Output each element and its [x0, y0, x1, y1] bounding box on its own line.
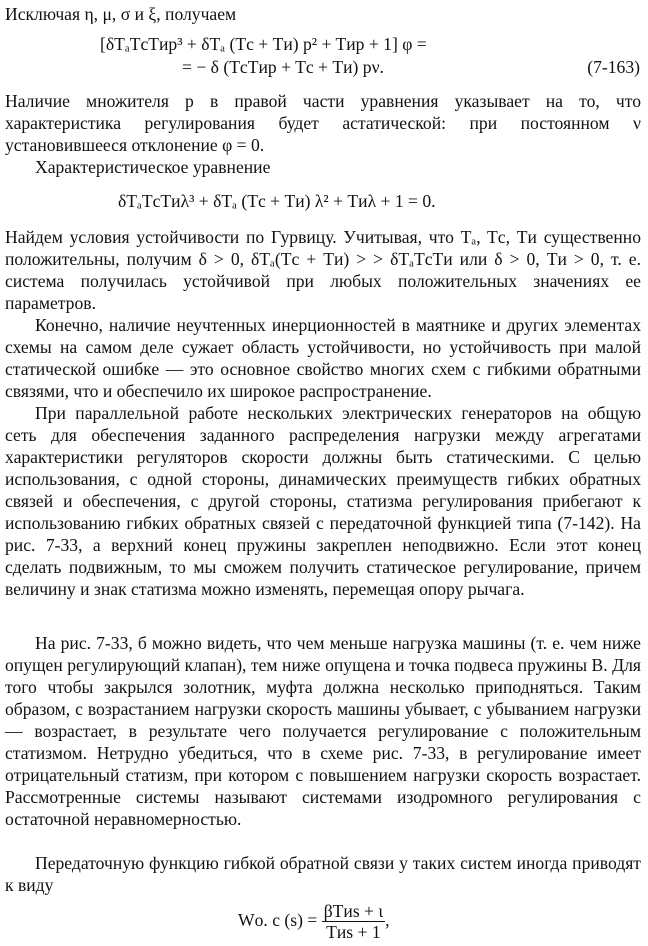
final-formula	[238, 900, 390, 942]
intro-line: Исключая η, μ, σ и ξ, получаем	[5, 4, 237, 24]
formula-trail: ,	[385, 910, 390, 930]
paragraph-parallel: При параллельной работе нескольких электрических генераторов на общую сеть для обеспечения заданного распределения нагрузки между агрегатами характеристики регуляторов скорости должны быть статическими. С целью использования, с одной стороны, динамических преимуществ гибких обратных связей и обеспечения, с другой стороны, статизма регулирования прибегают к использованию гибких обратных связей с передаточной функцией типа (7-142). На рис. 7-33, а верхний конец пружины закреплен неподвижно. Если этот конец сделать подвижным, то мы сможем получить статическое регулирование, причем величину и знак статизма можно изменять, перемещая опору рычага.	[5, 403, 641, 599]
char-eq-label: Характеристическое уравнение	[35, 157, 271, 177]
paragraph-fig-7-33: На рис. 7-33, б можно видеть, что чем меньше нагрузка машины (т. е. чем ниже опущен регулирующий клапан), тем ниже опущена и точка подвеса пружины B. Для того чтобы закрылся золотник, муфта должна несколько приподняться. Таким образом, с возрастанием нагрузки скорость машины убывает, с убыванием нагрузки — возрастает, в результате чего получается регулирование с положительным статизмом. Нетрудно убедиться, что в схеме рис. 7-33, в регулирование имеет отрицательный статизм, при котором с повышением нагрузки скорость возрастает. Рассмотренные системы называют системами изодромного регулирования с остаточной неравномерностью.	[5, 633, 641, 829]
equation-7-163-line1: [δTₐTсTиp³ + δTₐ (Tс + Tи) p² + Tиp + 1] φ =	[100, 34, 427, 54]
equation-number: (7-163)	[587, 57, 640, 77]
formula-lhs: Wо. с (s) =	[238, 910, 318, 930]
paragraph-hurwitz: Найдем условия устойчивости по Гурвицу. Учитывая, что Tₐ, Tс, Tи существенно положительны, получим δ > 0, δTₐ(Tс + Tи) > > δTₐTсTи или δ > 0, Tи > 0, т. е. система получилась устойчивой при любых положительных значениях ее параметров.	[5, 227, 641, 313]
formula-numerator: βTиs + ι	[323, 901, 384, 922]
formula-denominator: Tиs + 1	[326, 922, 381, 943]
paragraph-astatic: Наличие множителя p в правой части уравнения указывает на то, что характеристика регулирования будет астатической: при постоянном ν установившееся отклонение φ = 0.	[5, 91, 641, 155]
formula-fraction	[322, 901, 385, 942]
paragraph-inertia: Конечно, наличие неучтенных инерционностей в маятнике и других элементах схемы на самом деле сужает область устойчивости, но устойчивость при малой статической ошибке — это основное свойство многих схем с гибкими обратными связями, что и обеспечило их широкое распространение.	[5, 315, 641, 401]
characteristic-equation: δTₐTсTиλ³ + δTₐ (Tс + Tи) λ² + Tиλ + 1 = 0.	[118, 191, 436, 211]
paragraph-transfer: Передаточную функцию гибкой обратной связи у таких систем иногда приводят к виду	[5, 853, 641, 895]
equation-7-163-line2: = − δ (TсTиp + Tс + Tи) pν.	[182, 57, 384, 77]
